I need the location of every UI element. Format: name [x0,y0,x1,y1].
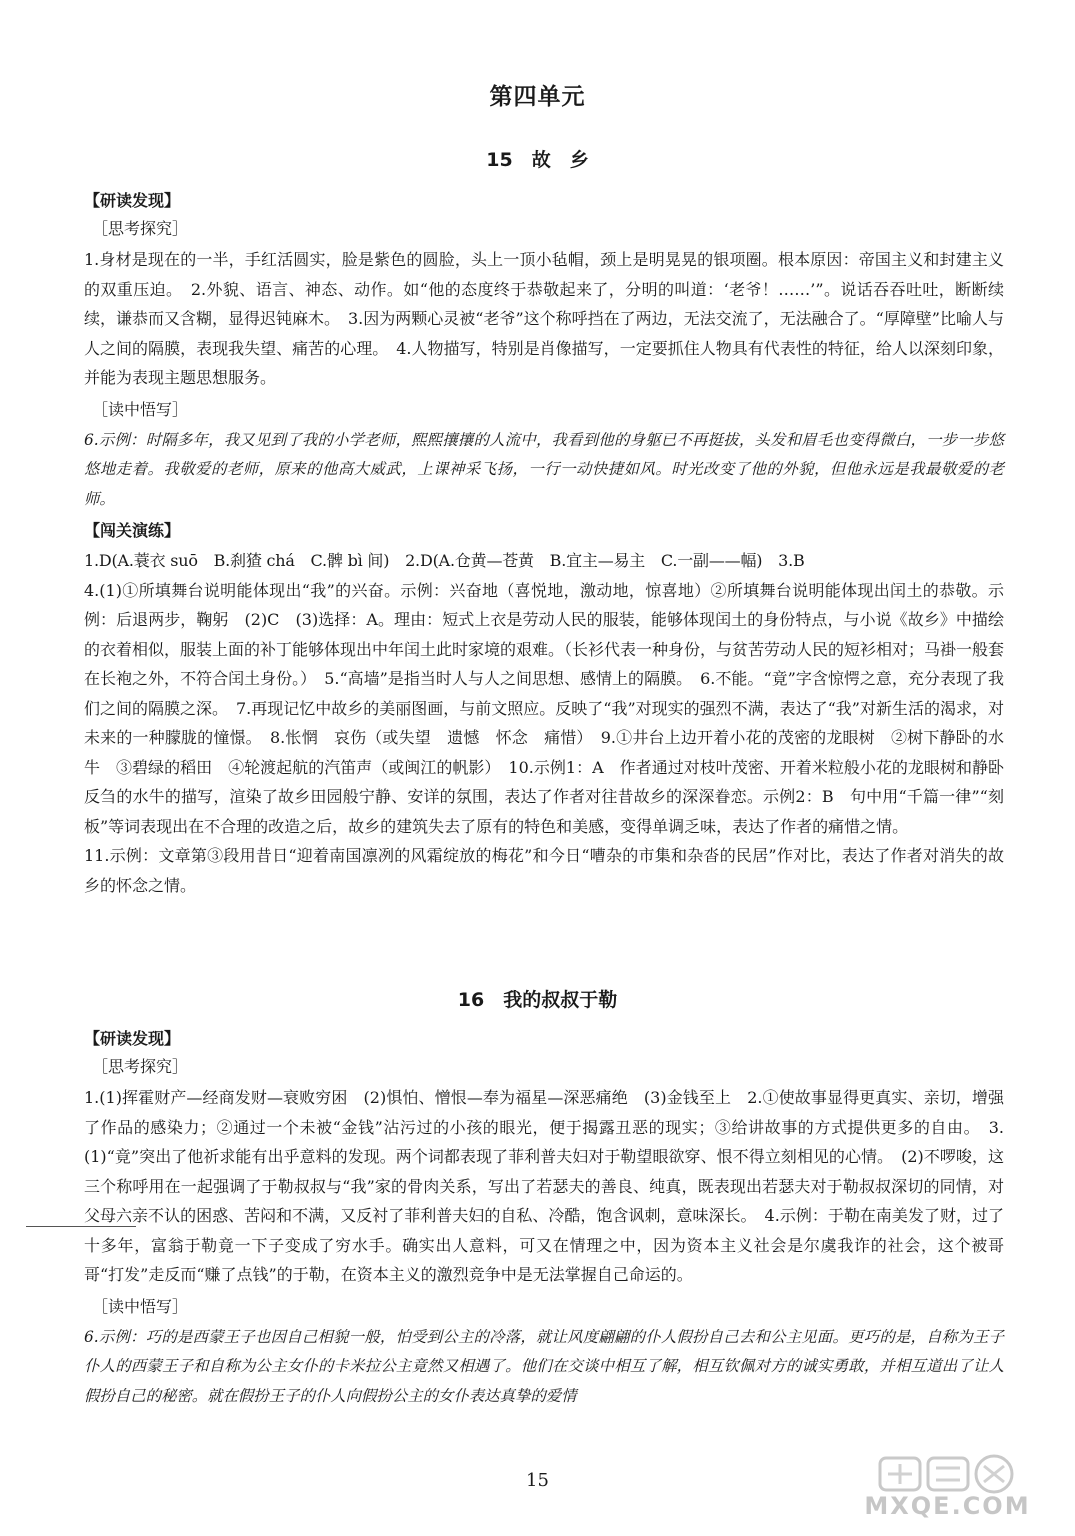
subsection-heading-think: ［思考探究］ [92,1057,189,1076]
subsection-heading-write: ［读中悟写］ [92,1296,189,1316]
lesson-16-title: 16 我的叔叔于勒 [457,989,618,1011]
section-heading-practice: 【闯关演练】 [84,521,181,540]
unit-title: 第四单元 [489,84,586,110]
subsection-heading-write: ［读中悟写］ [92,399,189,419]
section-heading-research: 【研读发现】 [84,191,181,210]
section-heading-research: 【研读发现】 [84,1029,181,1048]
page-number: 15 [526,1470,549,1491]
answer-paragraph: 1.D(A.蓑衣 suō B.刹猹 chá C.髀 bì 间) 2.D(A.仓黄—苍黄 B.宜主—易主 C.一副——幅) 3.B [84,551,805,570]
answer-paragraph: 11.示例：文章第③段用昔日“迎着南国凛冽的风霜绽放的梅花”和今日“嘈杂的市集和杂沓的民居”作对比，表达了作者对消失的故乡的怀念之情。 [84,846,1004,895]
handwritten-example: 6.示例：巧的是西蒙王子也因自己相貌一般，怕受到公主的冷落，就让风度翩翩的仆人假扮自己去和公主见面。更巧的是，自称为王子仆人的西蒙王子和自称为公主女仆的卡米拉公主竟然又相遇了。他们在交谈中相互了解，相互钦佩对方的诚实勇敢，并相互道出了让人假扮自己的秘密。就在假扮王子的仆人向假扮公主的女仆表达真挚的爱情 [84,1327,1004,1405]
watermark-text: MXQE.COM [864,1492,1031,1520]
lesson-15-content [84,188,1004,900]
answer-paragraph: 4.(1)①所填舞台说明能体现出“我”的兴奋。示例：兴奋地（喜悦地，激动地，惊喜地）②所填舞台说明能体现出闰土的恭敬。示例：后退两步，鞠躬 (2)C (3)选择：A。理由：短式上衣是劳动人民的服装，能够体现闰土的身份特点，与小说《故乡》中描绘的衣着相似，服装上面的补丁能够体现出中年闰土此时家境的艰难。（长衫代表一种身份，与贫苦劳动人民的短衫相对；马褂一般套在长袍之外，不符合闰土身份。） 5.“高墙”是指当时人与人之间思想、感情上的隔膜。 6.不能。“竟”字含惊愕之意，充分表现了我们之间的隔膜之深。 7.再现记忆中故乡的美丽图画，与前文照应。反映了“我”对现实的强烈不满，表达了“我”对新生活的渴求，对未来的一种朦胧的憧憬。 8.怅惘 哀伤（或失望 遗憾 怀念 痛惜） 9.①井台上边开着小花的茂密的龙眼树 ②树下静卧的水牛 ③碧绿的稻田 ④轮渡起航的汽笛声（或闽江的帆影） 10.示例1：A 作者通过对枝叶茂密、开着米粒般小花的龙眼树和静卧反刍的水牛的描写，渲染了故乡田园般宁静、安详的氛围，表达了作者对往昔故乡的深深眷恋。示例2：B 句中用“千篇一律”“刻板”等词表现出在不合理的改造之后，故乡的建筑失去了原有的特色和美感，变得单调乏味，表达了作者的痛惜之情。 [84,580,1005,836]
scan-artifact-line [26,1226,136,1227]
handwritten-example: 6.示例：时隔多年，我又见到了我的小学老师，熙熙攘攘的人流中，我看到他的身躯已不再挺拔，头发和眉毛也变得微白，一步一步悠悠地走着。我敬爱的老师，原来的他高大威武，上课神采飞扬，一行一动快捷如风。时光改变了他的外貌，但他永远是我最敬爱的老师。 [84,430,1004,508]
answer-paragraph: 1.身材是现在的一半，手红活圆实，脸是紫色的圆脸，头上一顶小毡帽，颈上是明晃晃的银项圈。根本原因：帝国主义和封建主义的双重压迫。 2.外貌、语言、神态、动作。如“他的态度终于恭敬起来了，分明的叫道：‘老爷！……’”。说话吞吞吐吐，断断续续，谦恭而又含糊，显得迟钝麻木。 3.因为两颗心灵被“老爷”这个称呼挡在了两边，无法交流了，无法融合了。“厚障壁”比喻人与人之间的隔膜，表现我失望、痛苦的心理。 4.人物描写，特别是肖像描写，一定要抓住人物具有代表性的特征，给人以深刻印象，并能为表现主题思想服务。 [84,250,1004,387]
watermark [850,1452,1045,1522]
answer-paragraph: 1.(1)挥霍财产—经商发财—衰败穷困 (2)惧怕、憎恨—奉为福星—深恶痛绝 (3)金钱至上 2.①使故事显得更真实、亲切，增强了作品的感染力；②通过一个未被“金钱”沾污过的小孩的眼光，便于揭露丑恶的现实；③给讲故事的方式提供更多的自由。 3.(1)“竟”突出了他祈求能有出乎意料的发现。两个词都表现了菲利普夫妇对于勒望眼欲穿、恨不得立刻相见的心情。 (2)不啰唆，这三个称呼用在一起强调了于勒叔叔与“我”家的骨肉关系，写出了若瑟夫的善良、纯真，既表现出若瑟夫对于勒叔叔深切的同情，对父母六亲不认的困惑、苦闷和不满，又反衬了菲利普夫妇的自私、冷酷，饱含讽刺，意味深长。 4.示例：于勒在南美发了财，过了十多年，富翁于勒竟一下子变成了穷水手。确实出人意料，可又在情理之中，因为资本主义社会是尔虞我诈的社会，这个被哥哥“打发”走反而“赚了点钱”的于勒，在资本主义的激烈竞争中是无法掌握自己命运的。 [84,1088,1004,1284]
watermark-logo-icon [878,1452,1018,1494]
subsection-heading-think: ［思考探究］ [92,219,189,238]
lesson-15-title: 15 故 乡 [486,149,589,171]
lesson-16-content [84,1026,1004,1411]
